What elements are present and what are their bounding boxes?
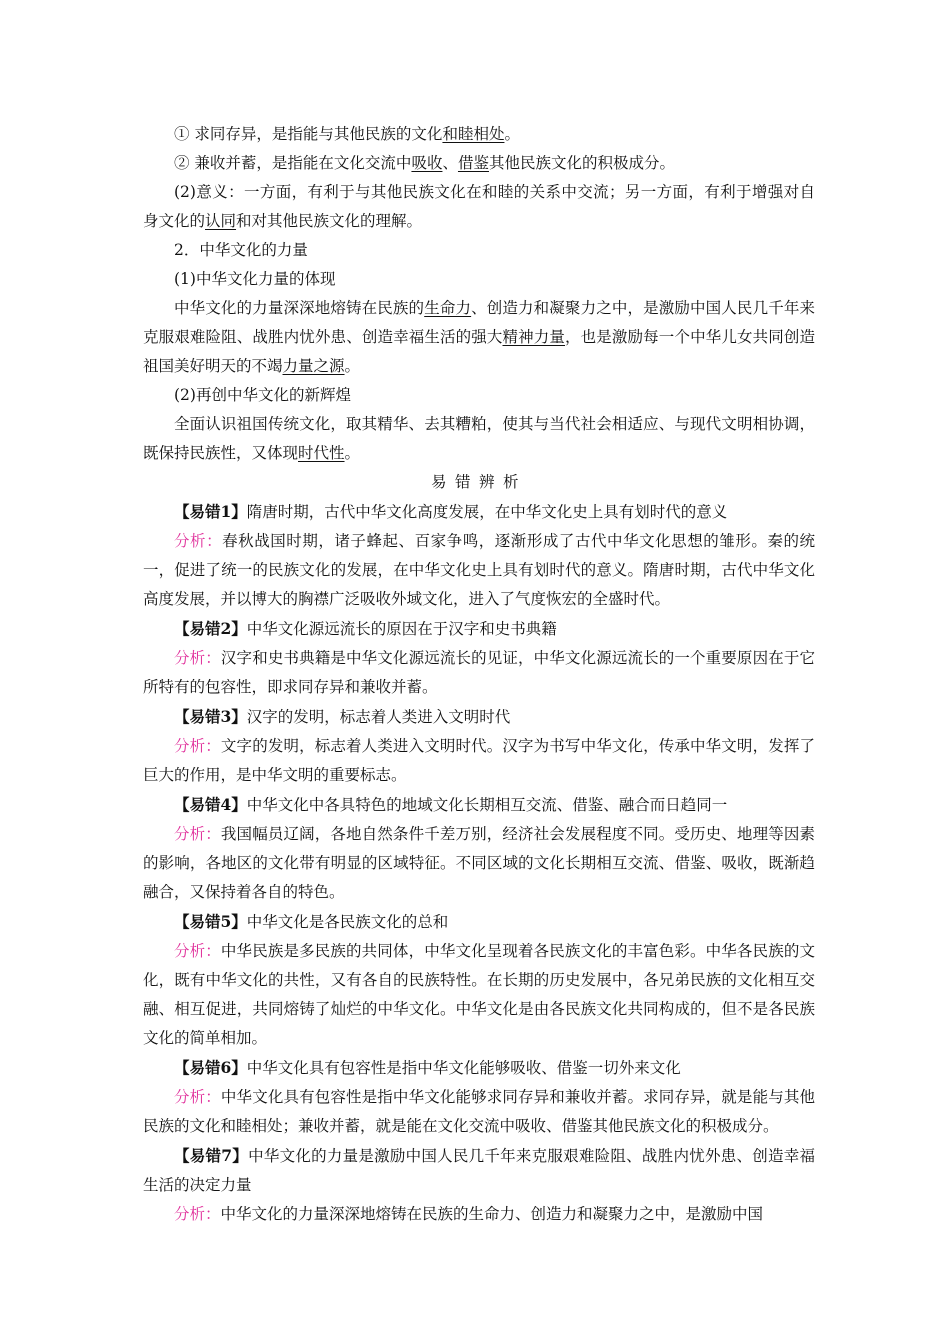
error-item (143, 1141, 815, 1229)
text: 、 (442, 154, 458, 172)
paragraph-significance (143, 178, 815, 236)
heading-power: 2．中华文化的力量 (174, 241, 308, 259)
text: 和对其他民族文化的理解。 (236, 212, 423, 230)
underlined-keyword: 借鉴 (457, 154, 489, 172)
error-analysis (143, 1200, 815, 1229)
error-tag: 【易错7】 (174, 1146, 249, 1165)
text: ① 求同存异，是指能与其他民族的文化 (174, 125, 443, 143)
text: ，也是激励每一个中华儿女共同创造祖国美好明天的不竭 (143, 328, 815, 375)
text: (2)意义：一方面，有利于与其他民族文化在和睦的关系中交流；另一方面，有利于增强对自身文化的 (143, 183, 815, 230)
analysis-text: 中华民族是多民族的共同体，中华文化呈现着各民族文化的丰富色彩。中华各民族的文化，既有中华文化的共性，又有各自的民族特性。在长期的历史发展中，各兄弟民族的文化相互交融、相互促进，共同熔铸了灿烂的中华文化。中华文化是由各民族文化共同构成的，但不是各民族文化的简单相加。 (143, 942, 815, 1047)
error-analysis (143, 644, 815, 702)
underlined-keyword: 生命力 (424, 299, 472, 317)
analysis-label: 分析： (174, 1205, 221, 1223)
error-claim (143, 702, 815, 732)
analysis-text: 我国幅员辽阔，各地自然条件千差万别，经济社会发展程度不同。受历史、地理等因素的影响，各地区的文化带有明显的区域特征。不同区域的文化长期相互交流、借鉴、吸收，既渐趋融合，又保持着各自的特色。 (143, 825, 815, 901)
error-item (143, 614, 815, 702)
analysis-text: 春秋战国时期，诸子蜂起、百家争鸣，逐渐形成了古代中华文化思想的雏形。秦的统一，促进了统一的民族文化的发展，在中华文化史上具有划时代的意义。隋唐时期，古代中华文化高度发展，并以博大的胸襟广泛吸收外域文化，进入了气度恢宏的全盛时代。 (143, 532, 815, 608)
analysis-text: 中华文化具有包容性是指中华文化能够求同存异和兼收并蓄。求同存异，就是能与其他民族的文化和睦相处；兼收并蓄，就是能在文化交流中吸收、借鉴其他民族文化的积极成分。 (143, 1088, 815, 1135)
analysis-text: 文字的发明，标志着人类进入文明时代。汉字为书写中华文化，传承中华文明，发挥了巨大的作用，是中华文明的重要标志。 (143, 737, 815, 784)
error-item (143, 702, 815, 790)
error-claim (143, 1053, 815, 1083)
error-tag: 【易错5】 (174, 912, 247, 931)
error-claim (143, 614, 815, 644)
error-analysis (143, 820, 815, 907)
document-page (143, 120, 815, 1229)
error-analysis (143, 937, 815, 1053)
paragraph-power (143, 294, 815, 381)
text: 其他民族文化的积极成分。 (488, 154, 675, 172)
subheading-new-glory: (2)再创中华文化的新辉煌 (174, 386, 351, 404)
analysis-label: 分析： (174, 825, 221, 843)
claim-text: 隋唐时期，古代中华文化高度发展，在中华文化史上具有划时代的意义 (246, 503, 728, 521)
analysis-text: 汉字和史书典籍是中华文化源远流长的见证，中华文化源远流长的一个重要原因在于它所特有的包容性，即求同存异和兼收并蓄。 (143, 649, 815, 696)
error-item (143, 497, 815, 614)
error-analysis (143, 527, 815, 614)
error-analysis (143, 732, 815, 790)
text: 。 (344, 357, 361, 375)
claim-text: 中华文化具有包容性是指中华文化能够吸收、借鉴一切外来文化 (246, 1059, 681, 1077)
error-tag: 【易错1】 (174, 502, 247, 521)
claim-text: 中华文化是各民族文化的总和 (246, 913, 449, 931)
paragraph-new-glory (143, 410, 815, 468)
text: 。 (344, 444, 361, 462)
underlined-keyword: 吸收 (411, 154, 443, 172)
error-claim (143, 1141, 815, 1200)
underlined-keyword: 时代性 (298, 444, 345, 462)
underlined-keyword: 认同 (205, 212, 237, 230)
analysis-label: 分析： (174, 649, 221, 667)
error-item (143, 907, 815, 1053)
error-tag: 【易错3】 (174, 707, 247, 726)
error-claim (143, 497, 815, 527)
text: 中华文化的力量深深地熔铸在民族的 (174, 299, 425, 317)
error-tag: 【易错6】 (174, 1058, 247, 1077)
analysis-label: 分析： (174, 942, 221, 960)
error-tag: 【易错2】 (174, 619, 247, 638)
underlined-keyword: 精神力量 (502, 328, 566, 346)
claim-text: 中华文化的力量是激励中国人民几千年来克服艰难险阻、战胜内忧外患、创造幸福生活的决定力量 (143, 1147, 815, 1194)
subheading-manifestation: (1)中华文化力量的体现 (174, 270, 336, 288)
underlined-keyword: 和睦相处 (442, 125, 505, 143)
analysis-label: 分析： (174, 1088, 221, 1106)
text: 全面认识祖国传统文化，取其精华、去其糟粕，使其与当代社会相适应、与现代文明相协调，既保持民族性，又体现 (143, 415, 815, 462)
analysis-text: 中华文化的力量深深地熔铸在民族的生命力、创造力和凝聚力之中，是激励中国 (220, 1205, 764, 1223)
text: 、创造力和凝聚力之中，是激励中国人民几千年来克服艰难险阻、战胜内忧外患、创造幸福生活的强大 (143, 299, 815, 346)
text: 。 (504, 125, 520, 143)
error-tag: 【易错4】 (174, 795, 247, 814)
error-item (143, 790, 815, 907)
paragraph-absorb (143, 149, 815, 178)
error-claim (143, 790, 815, 820)
paragraph-harmony (143, 120, 815, 149)
analysis-label: 分析： (174, 532, 223, 550)
error-analysis (143, 1083, 815, 1141)
claim-text: 中华文化中各具特色的地域文化长期相互交流、借鉴、融合而日趋同一 (246, 796, 728, 814)
claim-text: 汉字的发明，标志着人类进入文明时代 (246, 708, 511, 726)
section-title: 易错辨析 (430, 473, 528, 491)
underlined-keyword: 力量之源 (282, 357, 345, 375)
text: ② 兼收并蓄，是指能在文化交流中 (174, 154, 412, 172)
claim-text: 中华文化源远流长的原因在于汉字和史书典籍 (246, 620, 557, 638)
error-item (143, 1053, 815, 1141)
analysis-label: 分析： (174, 737, 221, 755)
error-claim (143, 907, 815, 937)
